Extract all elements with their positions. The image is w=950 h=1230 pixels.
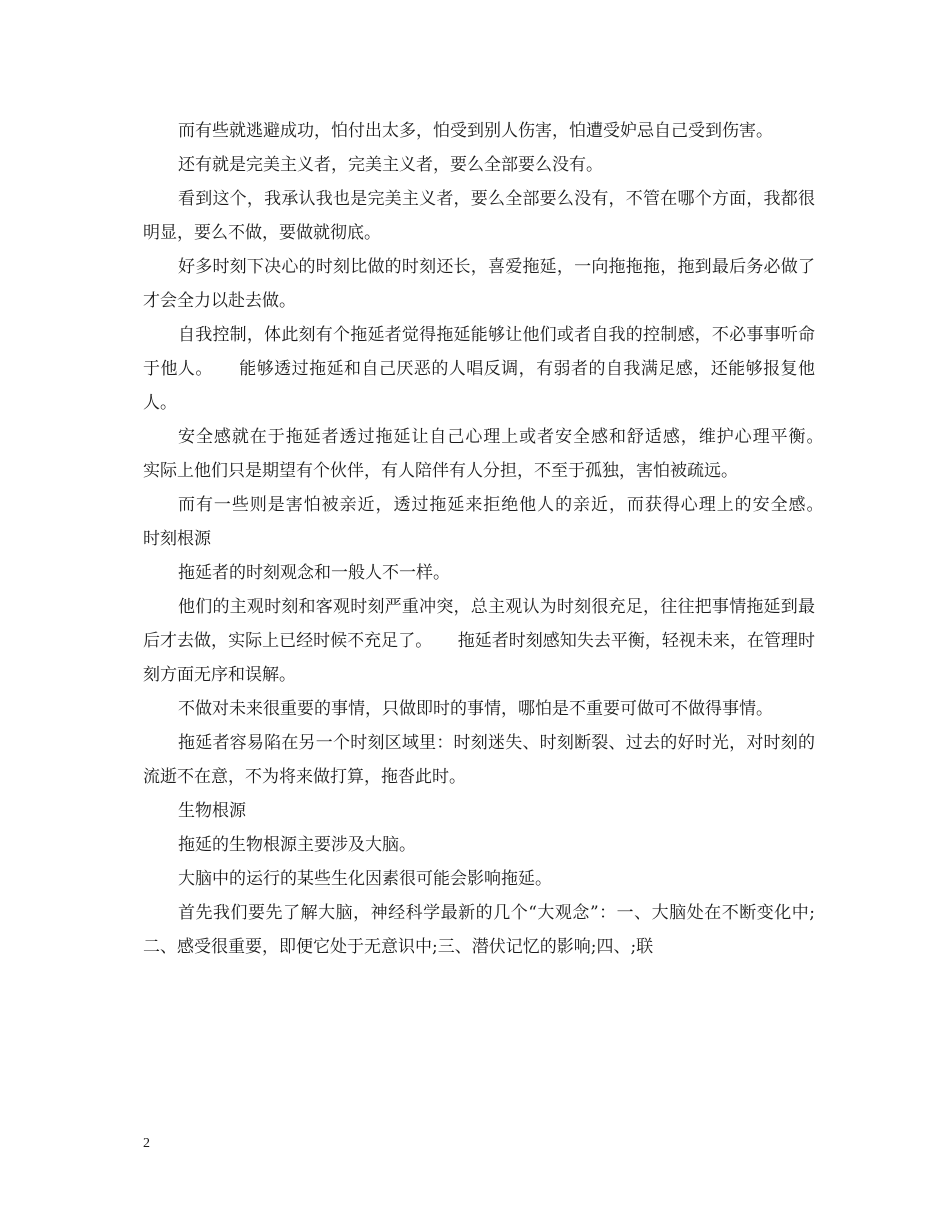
page-number: 2 [143,1136,150,1151]
paragraph: 首先我们要先了解大脑，神经科学最新的几个“大观念”：一、大脑处在不断变化中;二、感受很重要，即便它处于无意识中;三、潜伏记忆的影响;四、;联 [143,903,815,957]
paragraph: 而有一些则是害怕被亲近，透过拖延来拒绝他人的亲近，而获得心理上的安全感。 时刻根源 [143,495,849,549]
paragraph: 看到这个，我承认我也是完美主义者，要么全部要么没有，不管在哪个方面，我都很明显，要么不做，要做就彻底。 [143,189,815,243]
paragraph: 还有就是完美主义者，完美主义者，要么全部要么没有。 [178,155,603,175]
section-heading: 生物根源 [178,801,246,821]
paragraph: 而有些就逃避成功，怕付出太多，怕受到别人伤害，怕遭受妒忌自己受到伤害。 [178,121,773,141]
paragraph: 拖延者容易陷在另一个时刻区域里：时刻迷失、时刻断裂、过去的好时光，对时刻的流逝不在意，不为将来做打算，拖沓此时。 [143,733,815,787]
paragraph: 拖延的生物根源主要涉及大脑。 [178,835,416,855]
document-body [143,114,849,964]
paragraph: 安全感就在于拖延者透过拖延让自己心理上或者安全感和舒适感，维护心理平衡。 实际上他们只是期望有个伙伴，有人陪伴有人分担，不至于孤独，害怕被疏远。 [143,427,849,481]
paragraph: 自我控制，体此刻有个拖延者觉得拖延能够让他们或者自我的控制感，不必事事听命于他人。 能够透过拖延和自己厌恶的人唱反调，有弱者的自我满足感，还能够报复他人。 [143,325,815,413]
paragraph: 好多时刻下决心的时刻比做的时刻还长，喜爱拖延，一向拖拖拖，拖到最后务必做了才会全力以赴去做。 [143,257,815,311]
paragraph: 他们的主观时刻和客观时刻严重冲突，总主观认为时刻很充足，往往把事情拖延到最后才去做，实际上已经时候不充足了。 拖延者时刻感知失去平衡，轻视未来，在管理时刻方面无序和误解。 [143,597,815,685]
paragraph: 拖延者的时刻观念和一般人不一样。 [178,563,450,583]
paragraph: 不做对未来很重要的事情，只做即时的事情，哪怕是不重要可做可不做得事情。 [178,699,773,719]
paragraph: 大脑中的运行的某些生化因素很可能会影响拖延。 [178,869,552,889]
